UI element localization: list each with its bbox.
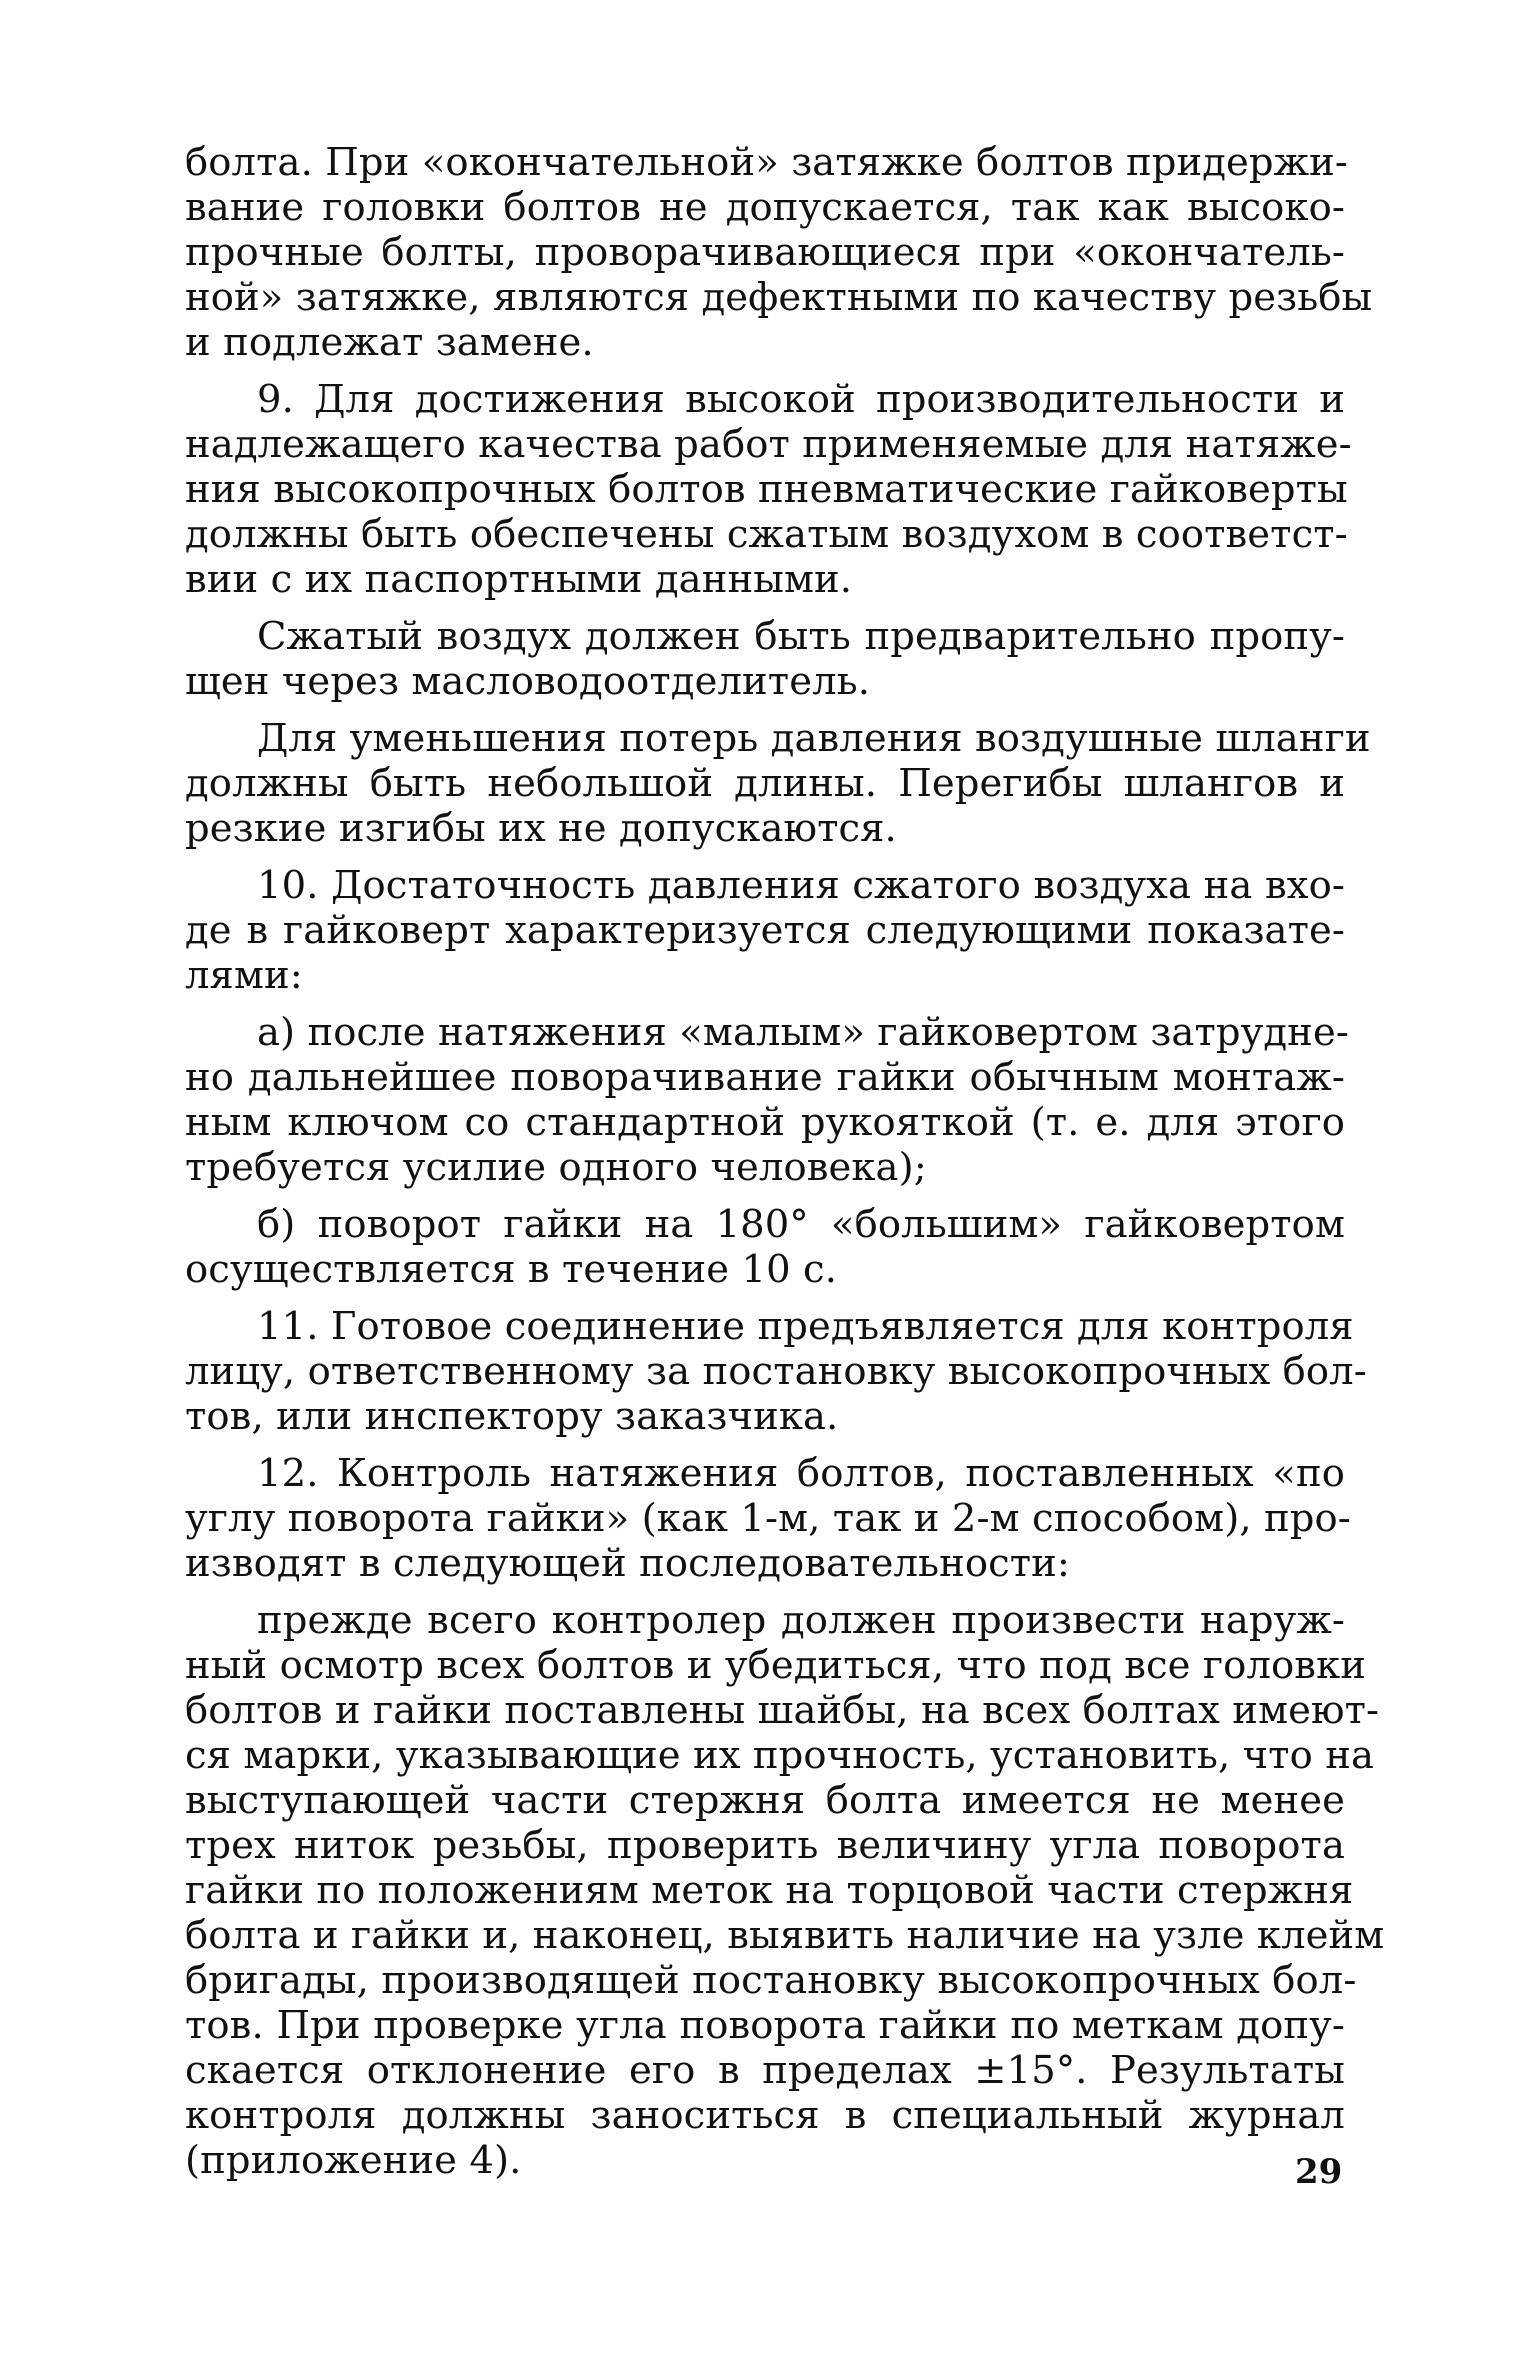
text-line: тов. При проверке угла поворота гайки по меткам допу-	[185, 2003, 1345, 2048]
text-line: (приложение 4).	[185, 2138, 522, 2183]
paragraph	[185, 1010, 1349, 1190]
text-line: прочные болты, проворачивающиеся при «окончатель-	[185, 230, 1345, 275]
paragraph	[185, 614, 1345, 704]
text-line: де в гайковерт характеризуется следующими показате-	[185, 908, 1345, 953]
text-line: щен через масловодоотделитель.	[185, 659, 871, 704]
text-line: углу поворота гайки» (как 1-м, так и 2-м способом), про-	[185, 1496, 1351, 1541]
text-line: должны быть обеспечены сжатым воздухом в соответст-	[185, 512, 1348, 557]
text-line: лицу, ответственному за постановку высокопрочных бол-	[185, 1349, 1367, 1394]
paragraph	[185, 1202, 1345, 1292]
text-line: 9. Для достижения высокой производительности и	[257, 377, 1345, 422]
paragraph	[185, 716, 1371, 851]
text-line: болта. При «окончательной» затяжке болтов придержи-	[185, 140, 1349, 185]
text-line: но дальнейшее поворачивание гайки обычным монтаж-	[185, 1055, 1345, 1100]
text-line: 10. Достаточность давления сжатого воздуха на вхо-	[257, 863, 1345, 908]
page-number: 29	[1295, 2152, 1343, 2192]
paragraph	[185, 1598, 1385, 2183]
text-line: Сжатый воздух должен быть предварительно пропу-	[257, 614, 1345, 659]
paragraph	[185, 1451, 1351, 1586]
text-line: прежде всего контролер должен произвести наруж-	[257, 1598, 1345, 1643]
text-line: лями:	[185, 953, 303, 998]
page-body	[185, 140, 1385, 2183]
text-line: болта и гайки и, наконец, выявить наличие на узле клейм	[185, 1913, 1385, 1958]
text-line: 12. Контроль натяжения болтов, поставленных «по	[257, 1451, 1345, 1496]
text-line: б) поворот гайки на 180° «большим» гайковертом	[257, 1202, 1345, 1247]
text-line: гайки по положениям меток на торцовой части стержня	[185, 1868, 1354, 1913]
text-line: изводят в следующей последовательности:	[185, 1541, 1071, 1586]
text-line: тов, или инспектору заказчика.	[185, 1394, 839, 1439]
text-line: болтов и гайки поставлены шайбы, на всех болтах имеют-	[185, 1688, 1380, 1733]
text-line: трех ниток резьбы, проверить величину угла поворота	[185, 1823, 1345, 1868]
text-line: выступающей части стержня болта имеется не менее	[185, 1778, 1345, 1823]
paragraph	[185, 1304, 1367, 1439]
text-line: вии с их паспортными данными.	[185, 557, 853, 602]
text-line: скается отклонение его в пределах ±15°. Результаты	[185, 2048, 1345, 2093]
text-line: ным ключом со стандартной рукояткой (т. е. для этого	[185, 1100, 1345, 1145]
text-line: вание головки болтов не допускается, так как высоко-	[185, 185, 1345, 230]
text-line: должны быть небольшой длины. Перегибы шлангов и	[185, 761, 1345, 806]
paragraph	[185, 377, 1352, 602]
paragraph	[185, 140, 1373, 365]
text-line: ной» затяжке, являются дефектными по качеству резьбы	[185, 275, 1373, 320]
text-line: и подлежат замене.	[185, 320, 594, 365]
text-line: бригады, производящей постановку высокопрочных бол-	[185, 1958, 1357, 2003]
text-line: ся марки, указывающие их прочность, установить, что на	[185, 1733, 1375, 1778]
text-line: резкие изгибы их не допускаются.	[185, 806, 897, 851]
text-line: ный осмотр всех болтов и убедиться, что под все головки	[185, 1643, 1366, 1688]
text-line: Для уменьшения потерь давления воздушные шланги	[257, 716, 1371, 761]
text-line: надлежащего качества работ применяемые для натяже-	[185, 422, 1352, 467]
paragraph	[185, 863, 1345, 998]
text-line: ния высокопрочных болтов пневматические гайковерты	[185, 467, 1348, 512]
text-line: а) после натяжения «малым» гайковертом затрудне-	[257, 1010, 1349, 1055]
text-line: требуется усилие одного человека);	[185, 1145, 927, 1190]
text-line: осуществляется в течение 10 с.	[185, 1247, 838, 1292]
text-line: контроля должны заноситься в специальный журнал	[185, 2093, 1345, 2138]
text-line: 11. Готовое соединение предъявляется для контроля	[257, 1304, 1354, 1349]
